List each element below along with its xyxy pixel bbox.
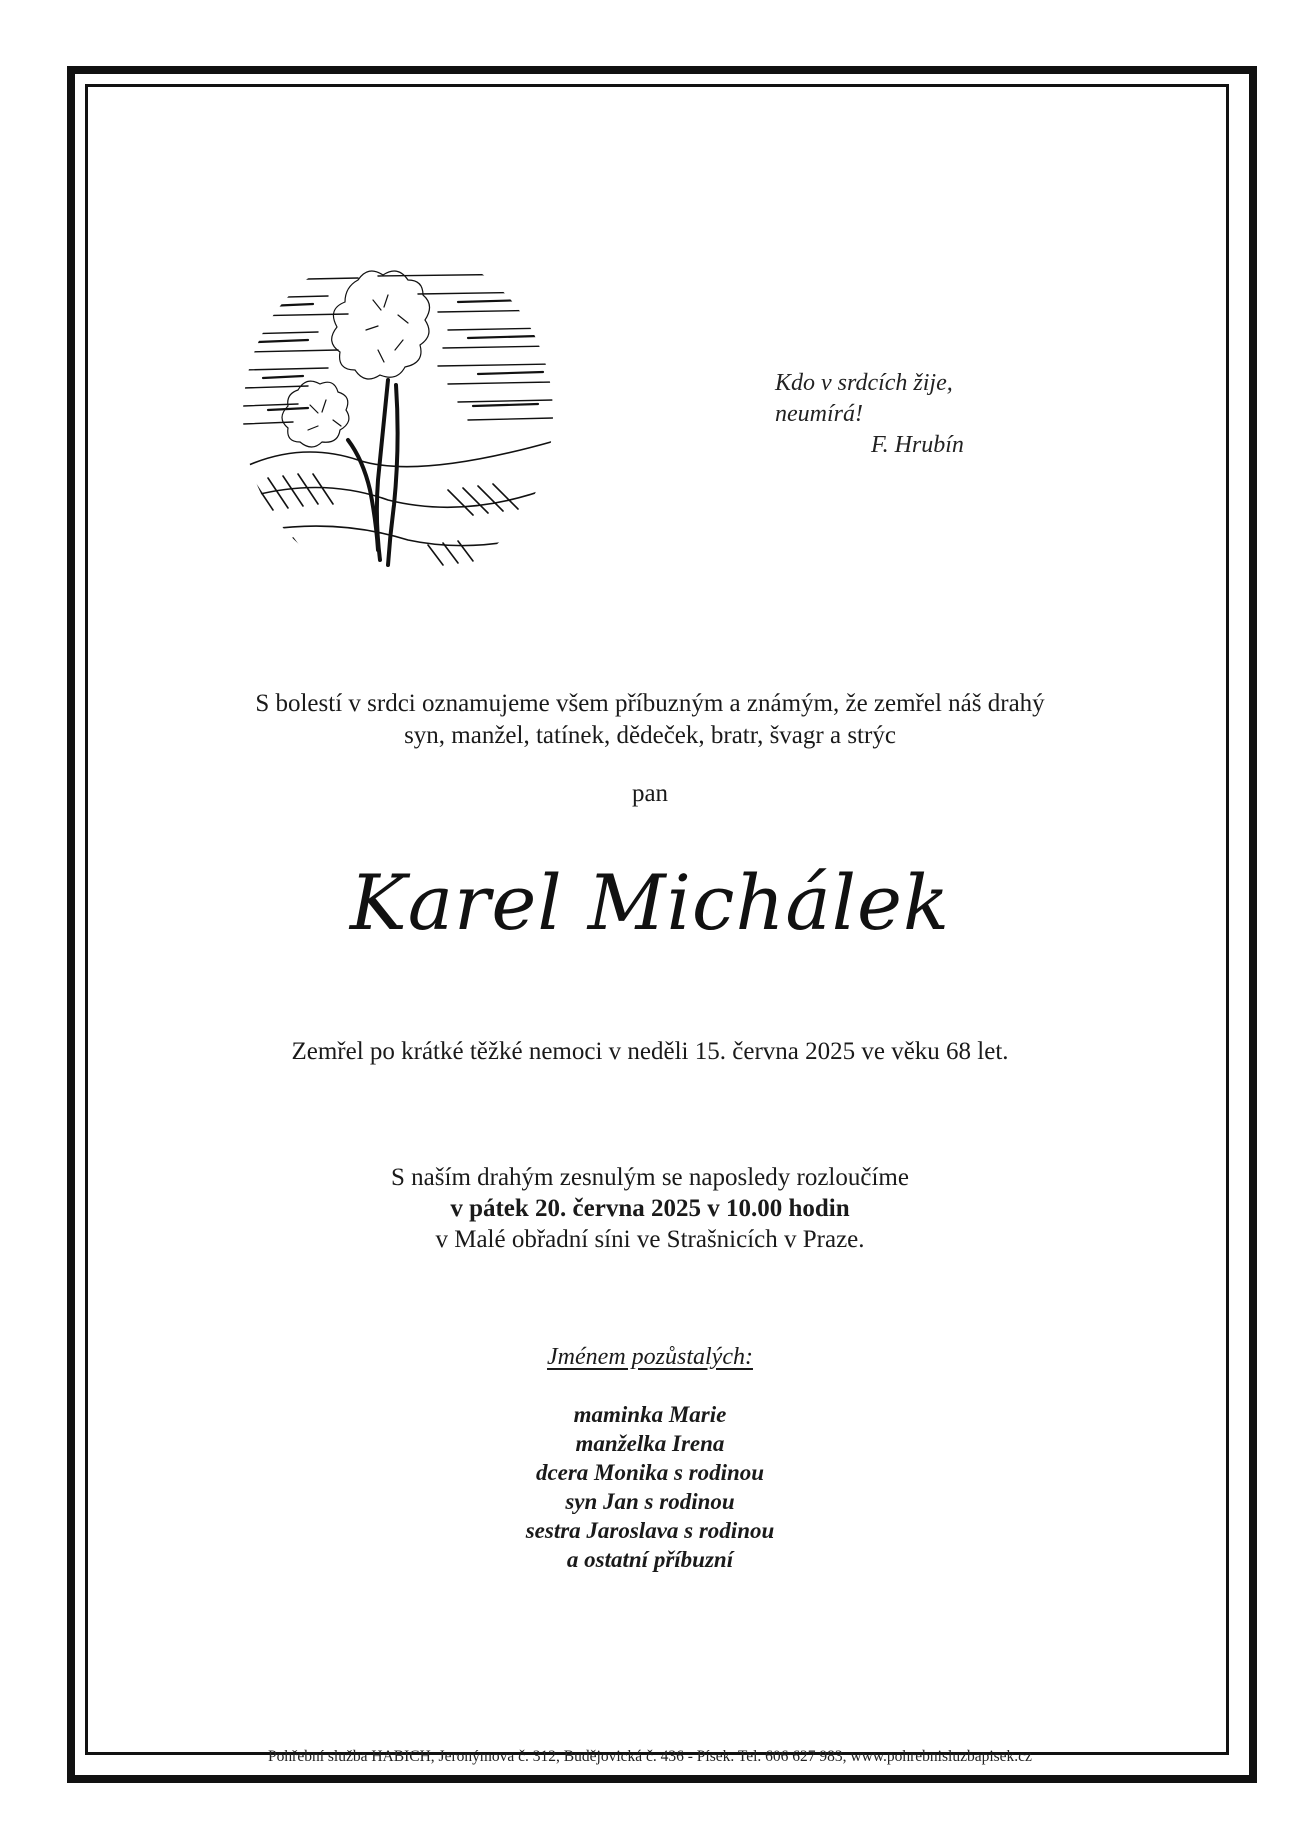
farewell-place: v Malé obřadní síni ve Strašnicích v Praze. bbox=[435, 1226, 865, 1253]
death-notice: Zemřel po krátké těžké nemoci v neděli 15. června 2025 ve věku 68 let. bbox=[291, 1038, 1009, 1065]
announcement-line-1: S bolestí v srdci oznamujeme všem příbuzným a známým, že zemřel náš drahý bbox=[255, 690, 1045, 717]
survivor-item: a ostatní příbuzní bbox=[566, 1547, 734, 1572]
announcement bbox=[0, 688, 1300, 752]
farewell-info bbox=[0, 1162, 1300, 1255]
tree-landscape-illustration bbox=[238, 240, 558, 590]
quote-author: F. Hrubín bbox=[871, 432, 964, 458]
survivors-list bbox=[0, 1400, 1300, 1574]
survivor-item: manželka Irena bbox=[575, 1431, 725, 1456]
salutation: pan bbox=[631, 780, 669, 807]
quote bbox=[775, 368, 964, 461]
farewell-datetime: v pátek 20. června 2025 v 10.00 hodin bbox=[450, 1195, 850, 1222]
survivor-item: sestra Jaroslava s rodinou bbox=[525, 1518, 775, 1543]
announcement-line-2: syn, manžel, tatínek, dědeček, bratr, švagr a strýc bbox=[404, 722, 896, 749]
farewell-line-1: S naším drahým zesnulým se naposledy rozloučíme bbox=[391, 1164, 909, 1191]
survivors-heading: Jménem pozůstalých: bbox=[547, 1344, 753, 1370]
deceased-name: Karel Michálek bbox=[349, 858, 951, 947]
quote-line-1: Kdo v srdcích žije, bbox=[775, 370, 953, 396]
survivor-item: syn Jan s rodinou bbox=[565, 1489, 735, 1514]
funeral-service-footer: Pohřební služba HABICH, Jeronýmova č. 312, Budějovická č. 436 - Písek. Tel. 606 627 983, www.pohrebnisluzbapisek.cz bbox=[268, 1748, 1032, 1765]
quote-line-2: neumírá! bbox=[775, 401, 863, 427]
survivor-item: maminka Marie bbox=[573, 1402, 727, 1427]
survivor-item: dcera Monika s rodinou bbox=[535, 1460, 765, 1485]
